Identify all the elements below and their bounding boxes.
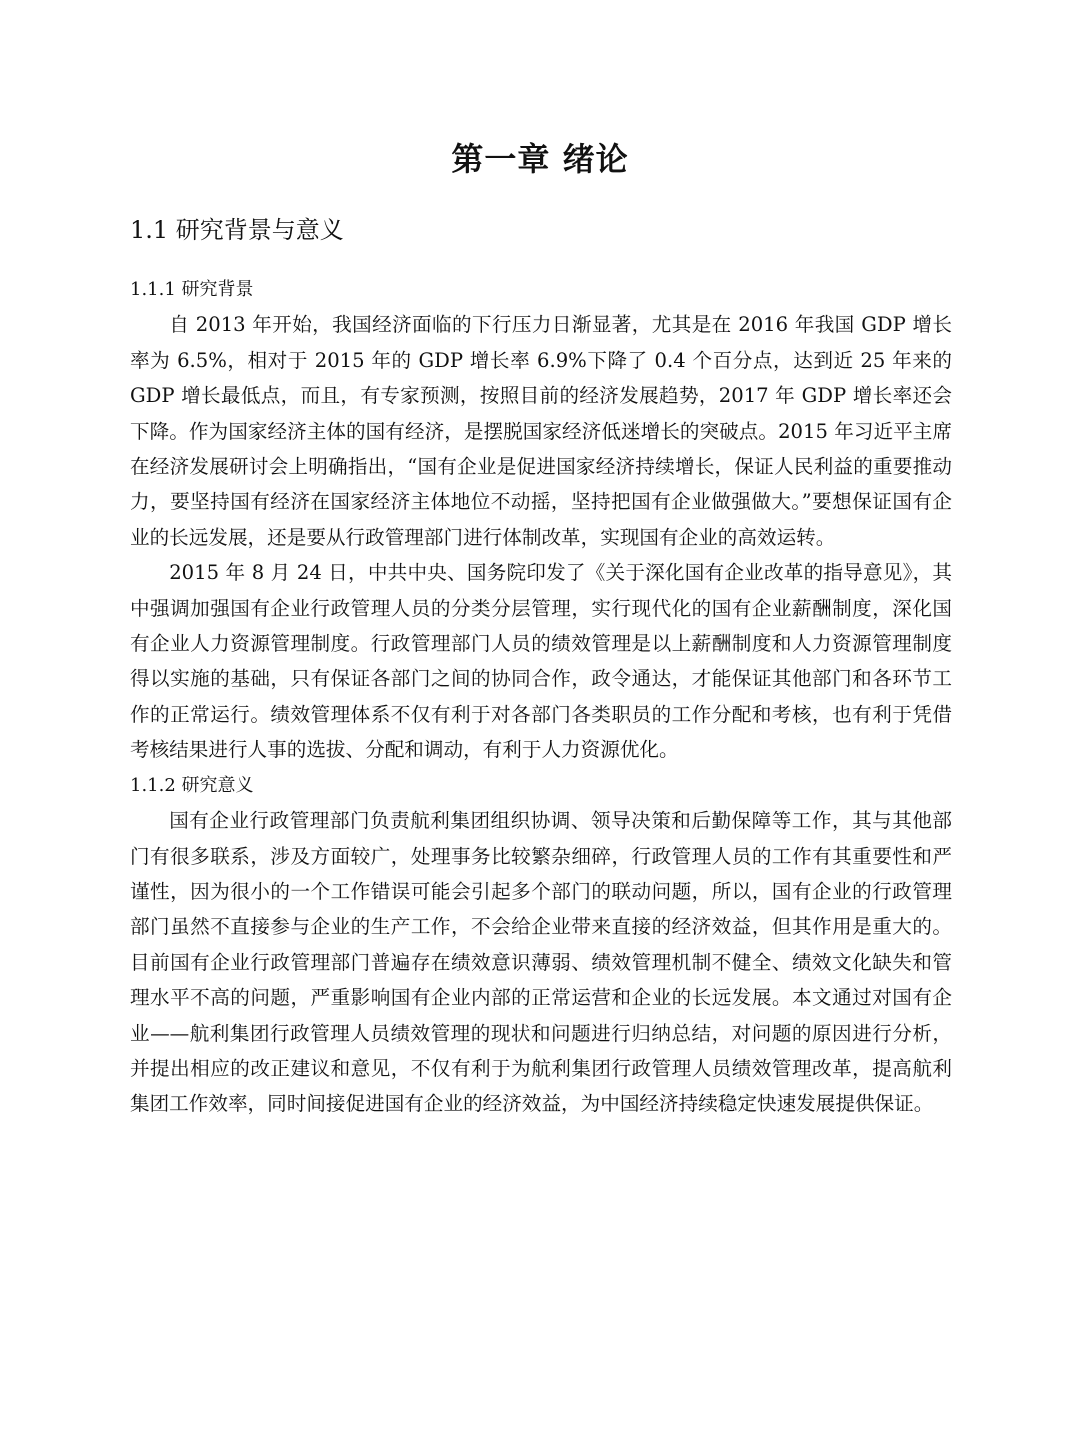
paragraph: 自 2013 年开始，我国经济面临的下行压力日渐显著，尤其是在 2016 年我国 GDP 增长率为 6.5%，相对于 2015 年的 GDP 增长率 6.9%下降了 0.4 个百分点，达到近 25 年来的 GDP 增长最低点，而且，有专家预测，按照目前的经济发展趋势，2017 年 GDP 增长率还会下降。作为国家经济主体的国有经济，是摆脱国家经济低迷增长的突破点。2015 年习近平主席在经济发展研讨会上明确指出，“国有企业是促进国家经济持续增长，保证人民利益的重要推动力，要坚持国有经济在国家经济主体地位不动摇，坚持把国有企业做强做大。”要想保证国有企业的长远发展，还是要从行政管理部门进行体制改革，实现国有企业的高效运转。 xyxy=(130,313,953,549)
chapter-title: 第一章 绪论 xyxy=(451,140,629,178)
subsection-heading-background: 1.1.1 研究背景 xyxy=(130,279,254,300)
body-text xyxy=(130,272,952,1122)
section-heading: 1.1 研究背景与意义 xyxy=(130,216,344,244)
paragraph: 2015 年 8 月 24 日，中共中央、国务院印发了《关于深化国有企业改革的指导意见》，其中强调加强国有企业行政管理人员的分类分层管理，实行现代化的国有企业薪酬制度，深化国有企业人力资源管理制度。行政管理部门人员的绩效管理是以上薪酬制度和人力资源管理制度得以实施的基础，只有保证各部门之间的协同合作，政令通达，才能保证其他部门和各环节工作的正常运行。绩效管理体系不仅有利于对各部门各类职员的工作分配和考核，也有利于凭借考核结果进行人事的选拔、分配和调动，有利于人力资源优化。 xyxy=(130,561,952,762)
paragraph: 国有企业行政管理部门负责航利集团组织协调、领导决策和后勤保障等工作，其与其他部门有很多联系，涉及方面较广，处理事务比较繁杂细碎，行政管理人员的工作有其重要性和严谨性，因为很小的一个工作错误可能会引起多个部门的联动问题，所以，国有企业的行政管理部门虽然不直接参与企业的生产工作，不会给企业带来直接的经济效益，但其作用是重大的。目前国有企业行政管理部门普遍存在绩效意识薄弱、绩效管理机制不健全、绩效文化缺失和管理水平不高的问题，严重影响国有企业内部的正常运营和企业的长远发展。本文通过对国有企业——航利集团行政管理人员绩效管理的现状和问题进行归纳总结，对问题的原因进行分析，并提出相应的改正建议和意见，不仅有利于为航利集团行政管理人员绩效管理改革，提高航利集团工作效率，同时间接促进国有企业的经济效益，为中国经济持续稳定快速发展提供保证。 xyxy=(130,809,952,1116)
subsection-heading-significance: 1.1.2 研究意义 xyxy=(130,774,254,796)
